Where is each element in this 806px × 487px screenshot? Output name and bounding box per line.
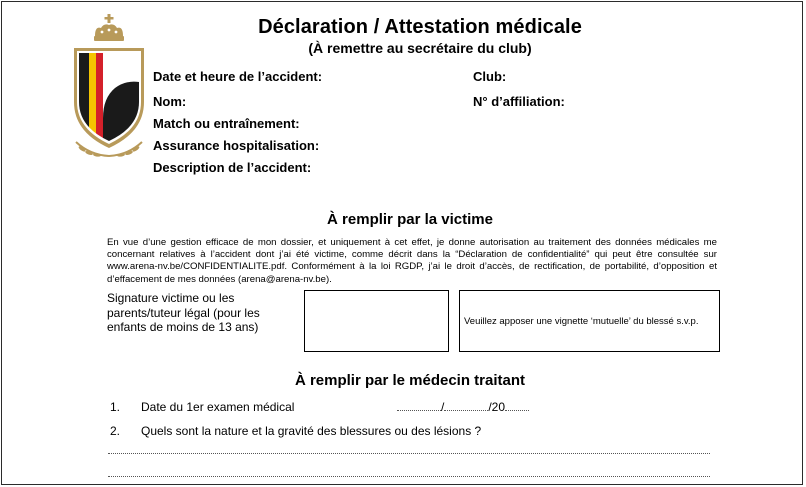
answer-line-2[interactable]	[108, 476, 710, 477]
field-assurance: Assurance hospitalisation:	[153, 138, 320, 153]
signature-box[interactable]	[304, 290, 449, 352]
logo-text-belgian: BELGIAN	[108, 68, 140, 75]
field-affiliation: N° d’affiliation:	[473, 94, 565, 109]
exam-date-month[interactable]	[444, 400, 488, 411]
field-description: Description de l’accident:	[153, 160, 312, 175]
field-match: Match ou entraînement:	[153, 116, 300, 131]
victim-heading: À remplir par la victime	[327, 211, 493, 228]
exam-date-day[interactable]	[397, 400, 441, 411]
logo-text-fa: FA-1895	[108, 76, 135, 83]
doctor-heading: À remplir par le médecin traitant	[294, 372, 526, 389]
logo-text-royal: ROYAL	[108, 60, 132, 67]
answer-line-1[interactable]	[108, 453, 710, 454]
question-1-label: Date du 1er examen médical	[141, 400, 295, 414]
signature-label: Signature victime ou les parents/tuteur légal (pour les enfants de moins de 13 ans)	[107, 291, 260, 334]
field-club: Club:	[473, 69, 507, 84]
page-subtitle: (À remettre au secrétaire du club)	[308, 40, 532, 56]
question-2-number: 2.	[110, 424, 121, 438]
question-1-number: 1.	[110, 400, 121, 414]
question-2-label: Quels sont la nature et la gravité des blessures ou des lésions ?	[141, 424, 482, 438]
privacy-consent-text: En vue d’une gestion efficace de mon dossier, et uniquement à cet effet, je donne autorisation au traitement des données médicales me concernant relatives à l’accident dont j’ai été victime, comme décrit dans la “Déclaration de confidentialité” qui peut être consultée sur www.arena-nv.be/CONFIDENTIALITE.pdf. Conformément à la loi RGDP, j’ai le droit d’accès, de rectification, de portabilité, d’opposition et d’effacement de mes données (arena@arena-nv.be).	[107, 237, 717, 285]
page-title: Déclaration / Attestation médicale	[258, 16, 582, 38]
field-date-heure: Date et heure de l’accident:	[153, 69, 323, 84]
exam-date-field[interactable]	[397, 400, 529, 414]
vignette-instruction: Veuillez apposer une vignette ‘mutuelle’ du blessé s.v.p.	[464, 315, 699, 327]
exam-date-year[interactable]	[505, 400, 529, 411]
vignette-box[interactable]	[459, 290, 720, 352]
exam-date-year-prefix: /20	[488, 400, 506, 414]
exam-date-separator: /	[441, 400, 445, 414]
field-nom: Nom:	[153, 94, 187, 109]
